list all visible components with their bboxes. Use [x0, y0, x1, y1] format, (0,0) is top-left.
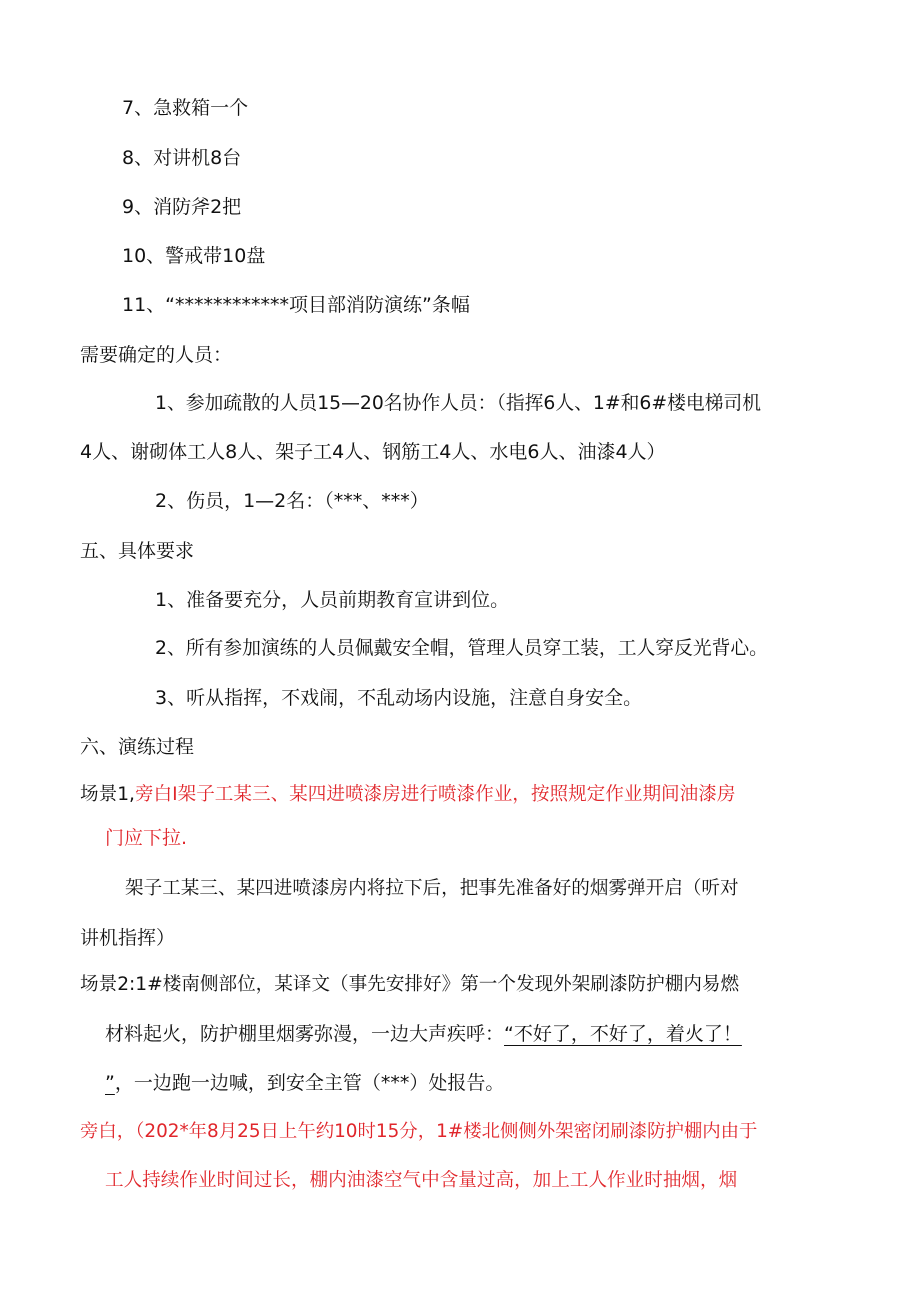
item-11: 11、“************项目部消防演练”条幅 [122, 294, 470, 316]
personnel-heading: 需要确定的人员： [80, 344, 233, 366]
item-8: 8、对讲机8台 [122, 147, 242, 169]
item-9: 9、消防斧2把 [122, 196, 242, 218]
process-heading: 六、演练过程 [80, 736, 195, 758]
scene-2-line3 [105, 1070, 504, 1096]
requirement-2: 2、所有参加演练的人员佩戴安全帽，管理人员穿工装，工人穿反光背心。 [155, 638, 768, 659]
scene-2-quote: “不好了，不好了，着火了！ [504, 1023, 742, 1045]
requirements-heading: 五、具体要求 [80, 540, 195, 562]
requirement-3: 3、听从指挥，不戏闹，不乱动场内设施，注意自身安全。 [155, 687, 643, 709]
scene-1-body-line1: 架子工某三、某四进喷漆房内将拉下后，把事先准备好的烟雾弹开启（听对 [125, 878, 739, 899]
personnel-item-1-line2: 4人、谢砌体工人8人、架子工4人、钢筋工4人、水电6人、油漆4人） [80, 441, 666, 463]
scene-1-narration: 旁白I架子工某三、某四进喷漆房进行喷漆作业，按照规定作业期间油漆房 [134, 784, 736, 805]
scene-2-line2 [105, 1021, 742, 1047]
scene-2-quote-end: ” [105, 1072, 115, 1094]
scene-1-body-line2: 讲机指挥） [80, 927, 176, 949]
narration-line2: 工人持续作业时间过长，棚内油漆空气中含量过高，加上工人作业时抽烟，烟 [105, 1170, 738, 1191]
scene-1-line1 [80, 782, 735, 808]
scene-1-label: 场景1, [80, 784, 135, 805]
scene-2-text: 材料起火，防护棚里烟雾弥漫，一边大声疾呼： [105, 1023, 505, 1045]
item-7: 7、急救箱一个 [122, 97, 249, 119]
personnel-item-1-line1: 1、参加疏散的人员15—20名协作人员：（指挥6人、1#和6#楼电梯司机 [155, 393, 761, 414]
scene-1-narration-cont: 门应下拉. [105, 827, 188, 849]
item-10: 10、警戒带10盘 [122, 245, 266, 267]
scene-2-line1: 场景2:1#楼南侧部位，某译文（事先安排好》第一个发现外架刷漆防护棚内易燃 [80, 974, 740, 995]
personnel-item-2: 2、伤员，1—2名：（***、***） [155, 490, 429, 512]
scene-2-text-cont: ，一边跑一边喊，到安全主管（***）处报告。 [114, 1072, 505, 1094]
narration-line1: 旁白，（202*年8月25日上午约10时15分，1#楼北侧侧外架密闭刷漆防护棚内由于 [80, 1121, 758, 1142]
requirement-1: 1、准备要充分，人员前期教育宣讲到位。 [155, 589, 510, 611]
